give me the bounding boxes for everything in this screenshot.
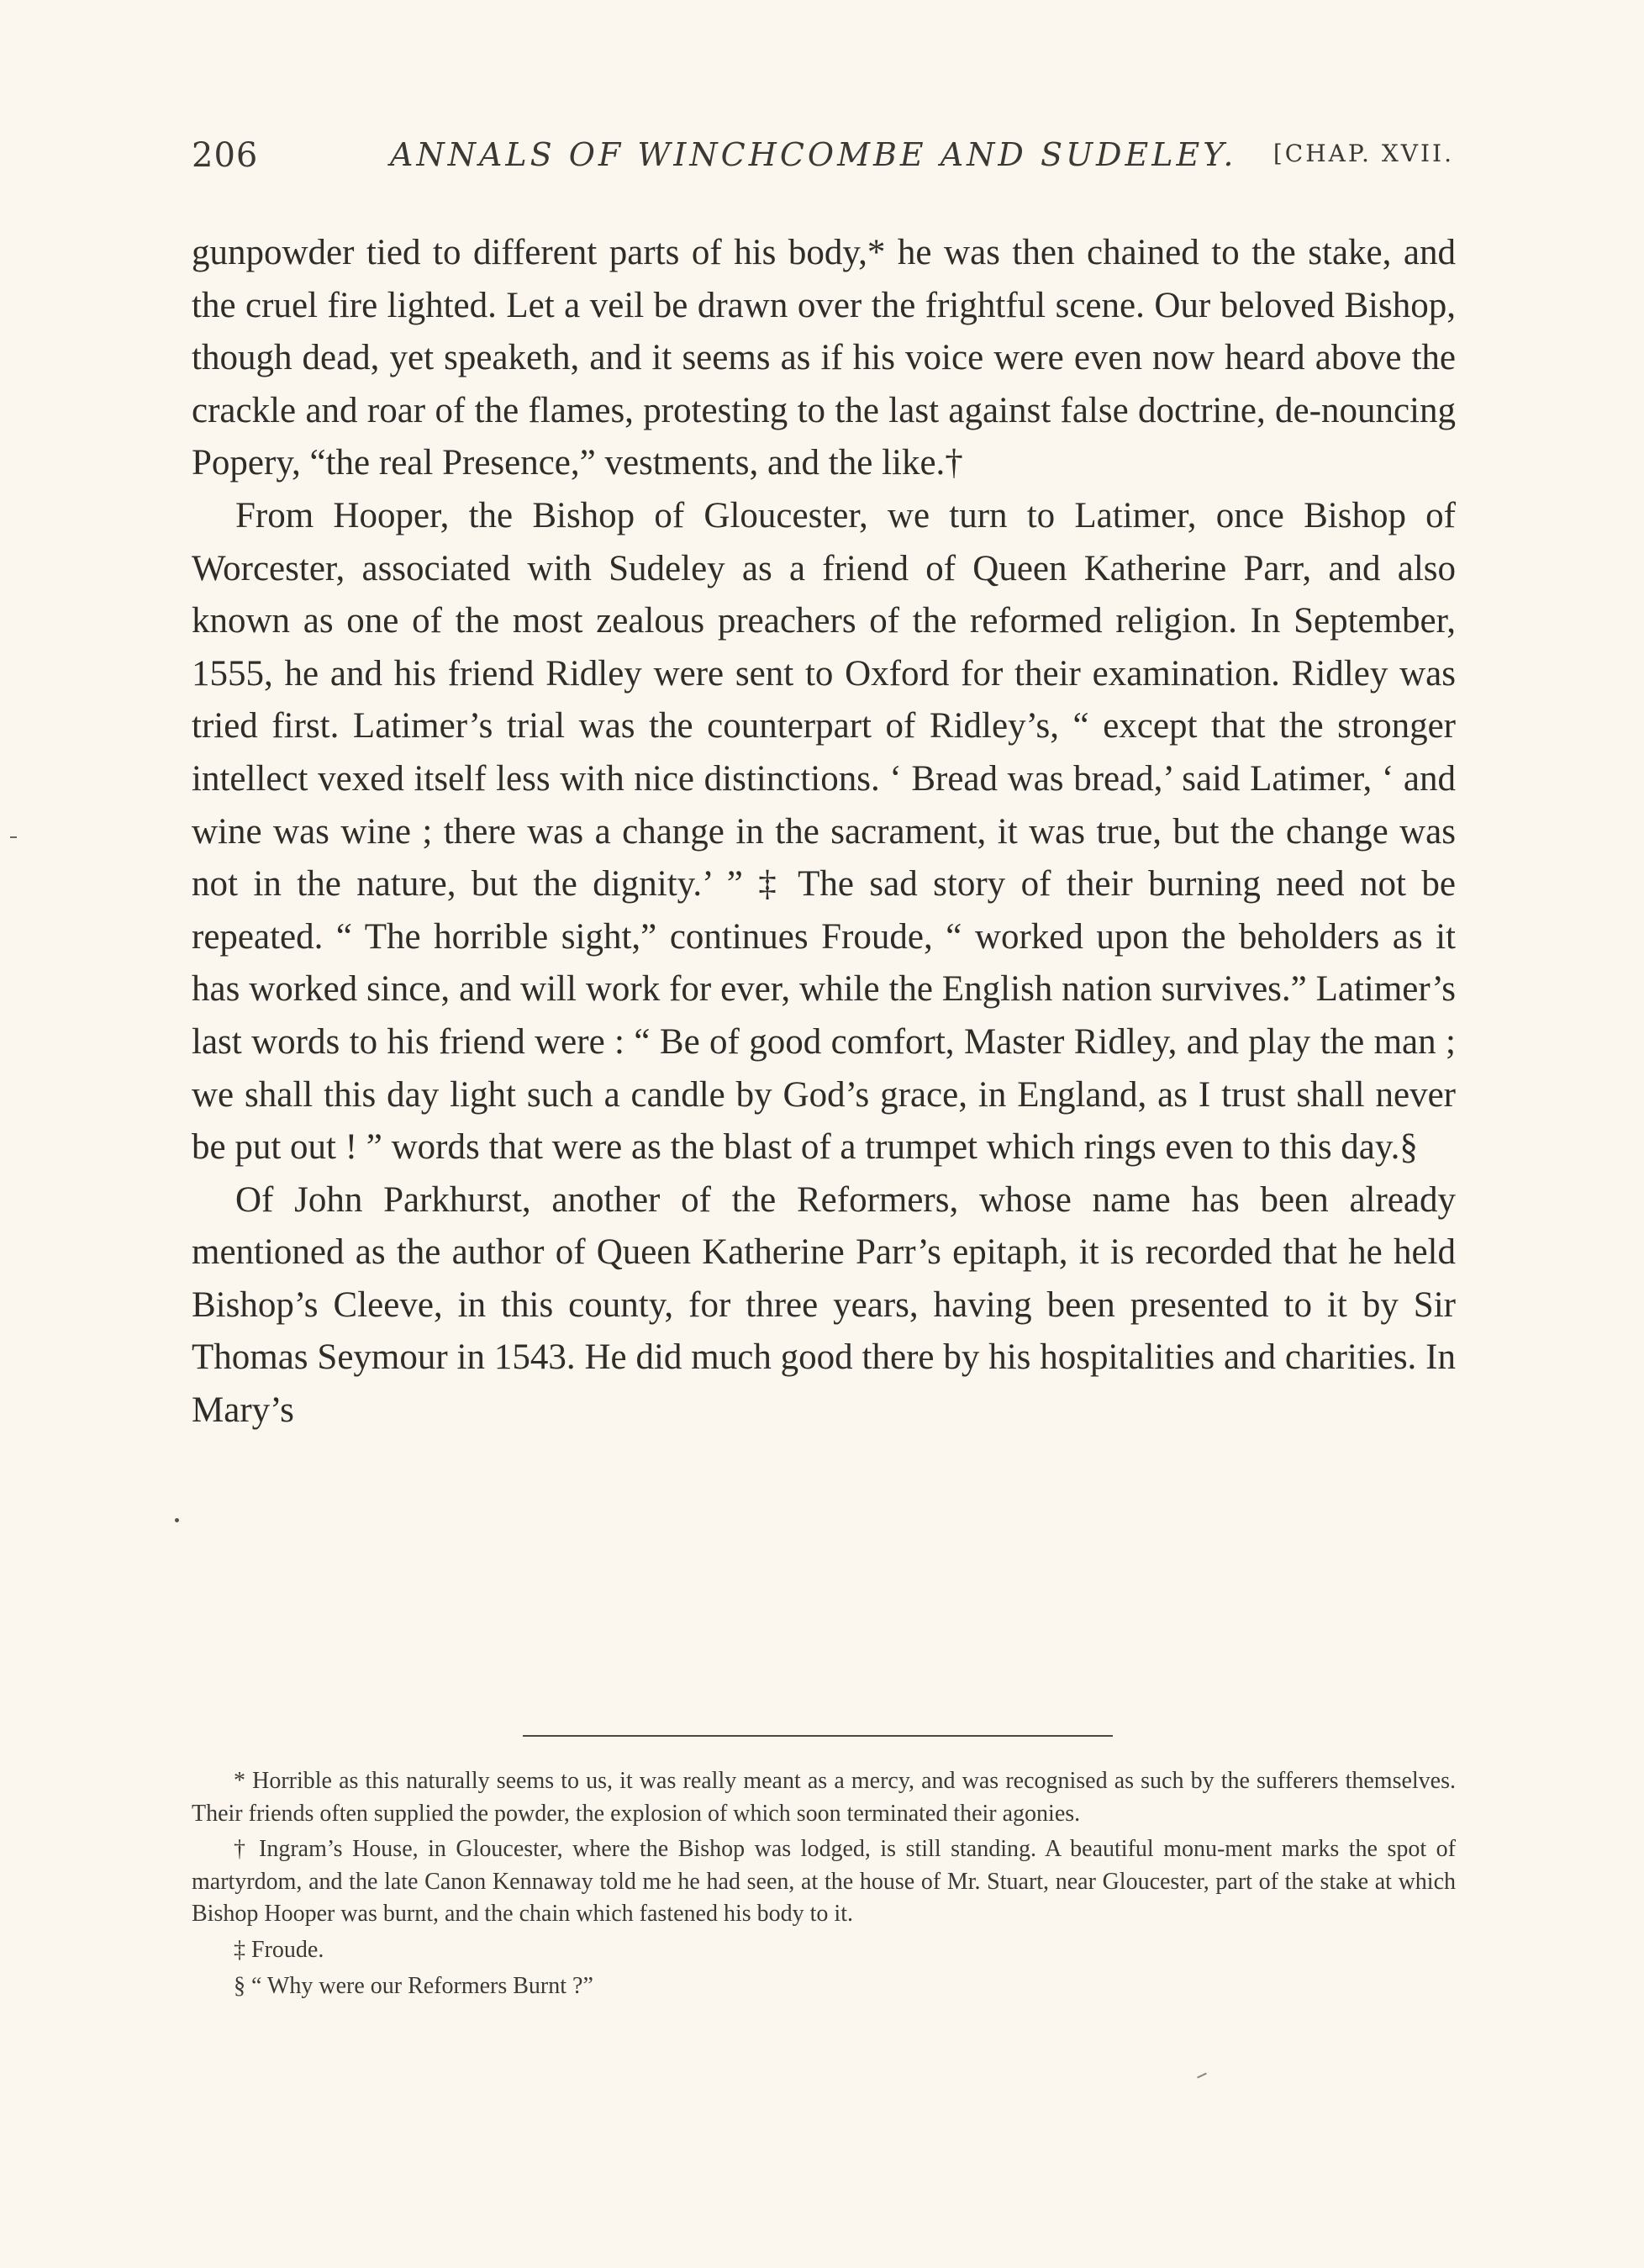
margin-speck [175, 1518, 179, 1522]
paragraph-3: Of John Parkhurst, another of the Reformers, whose name has been already mentioned as the author of Queen Katherine Parr’s epitaph, it is recorded that he held Bishop’s Cleeve, in this county, for three years, having been presented to it by Sir Thomas Seymour in 1543. He did much good there by his hospitalities and charities. In Mary’s [192, 1179, 1456, 1431]
footnote-asterisk: * Horrible as this naturally seems to us, it was really meant as a mercy, and was recognised as such by the sufferers themselves. Their friends often supplied the powder, the explosion of which soon terminated their agonies. [192, 1768, 1456, 1827]
main-text [192, 227, 1456, 1437]
margin-dash [10, 836, 17, 838]
footnote-section: § “ Why were our Reformers Burnt ?” [234, 1972, 593, 1999]
paragraph-1: gunpowder tied to different parts of his body,* he was then chained to the stake, and the cruel fire lighted. Let a veil be drawn over the frightful scene. Our beloved Bishop, though dead, yet speaketh, and it seems as if his voice were even now heard above the crackle and roar of the flames, protesting to the last against false doctrine, de-nouncing Popery, “the real Presence,” vestments, and the like.† [192, 233, 1456, 483]
footnote-dagger: † Ingram’s House, in Gloucester, where the Bishop was lodged, is still standing. A beautiful monu-ment marks the spot of martyrdom, and the late Canon Kennaway told me he had seen, at the house of Mr. Stuart, near Gloucester, part of the stake at which Bishop Hooper was burnt, and the chain which fastened his body to it. [192, 1836, 1456, 1928]
footnote-double-dagger: ‡ Froude. [234, 1936, 324, 1963]
running-title: ANNALS OF WINCHCOMBE AND SUDELEY. [390, 136, 1237, 173]
footnotes [192, 1765, 1456, 2006]
page-blemish [1197, 2073, 1207, 2079]
page-header [192, 136, 1454, 187]
footnote-divider [523, 1735, 1113, 1737]
page-number: 206 [192, 136, 259, 175]
paragraph-2: From Hooper, the Bishop of Gloucester, we turn to Latimer, once Bishop of Worcester, associated with Sudeley as a friend of Queen Katherine Parr, and also known as one of the most zealous preachers of the reformed religion. In September, 1555, he and his friend Ridley were sent to Oxford for their examination. Ridley was tried first. Latimer’s trial was the counterpart of Ridley’s, “ except that the stronger intellect vexed itself less with nice distinctions. ‘ Bread was bread,’ said Latimer, ‘ and wine was wine ; there was a change in the sacrament, it was true, but the change was not in the nature, but the dignity.’ ” ‡ The sad story of their burning need not be repeated. “ The horrible sight,” continues Froude, “ worked upon the beholders as it has worked since, and will work for ever, while the English nation survives.” Latimer’s last words to his friend were : “ Be of good comfort, Master Ridley, and play the man ; we shall this day light such a candle by God’s grace, in England, as I trust shall never be put out ! ” words that were as the blast of a trumpet which rings even to this day.§ [192, 495, 1456, 1168]
chapter-label: [CHAP. XVII. [1273, 140, 1454, 167]
